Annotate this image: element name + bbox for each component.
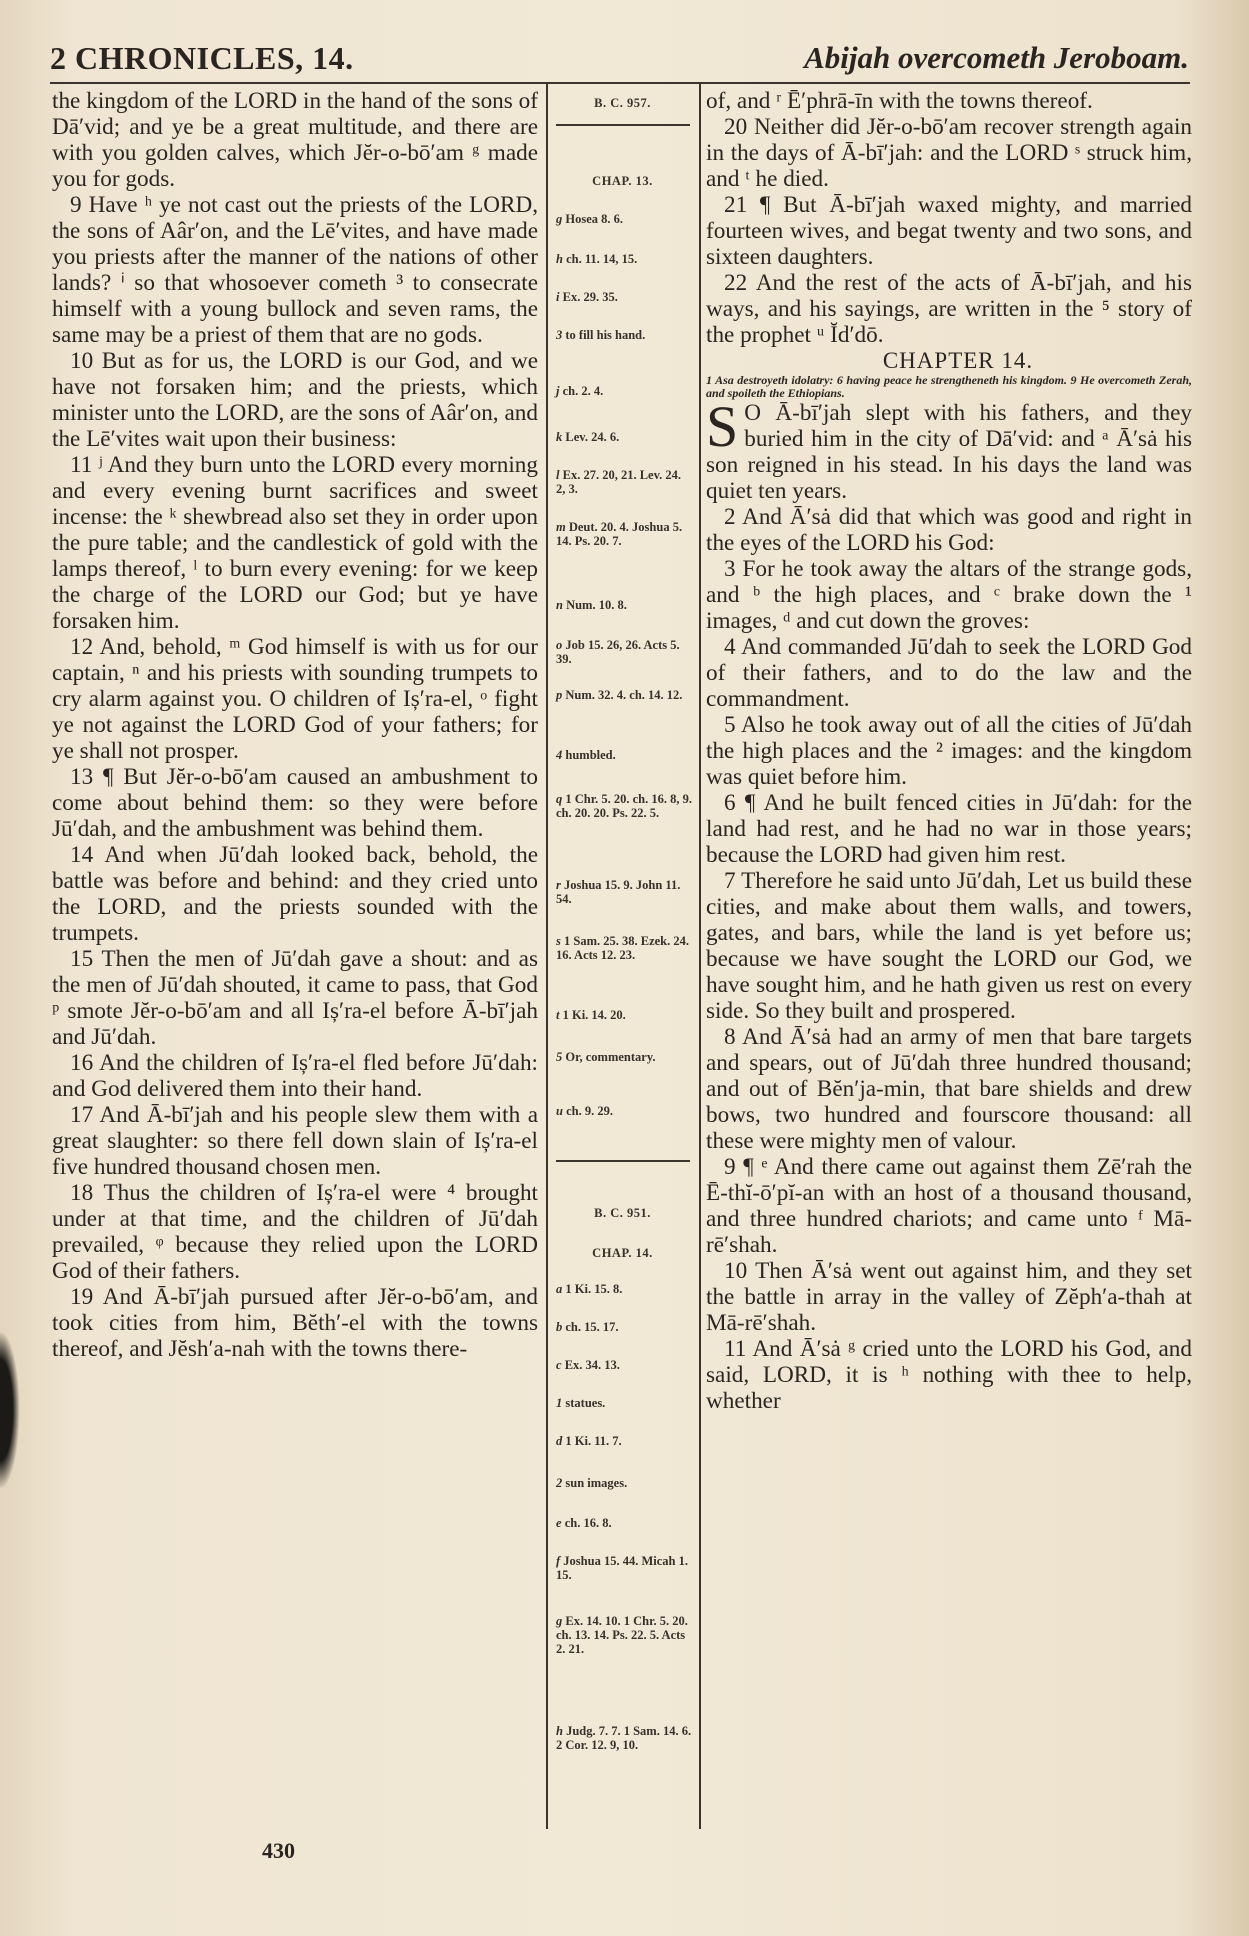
verse: 22 And the rest of the acts of Ā-bī′jah, and his ways, and his sayings, are written in the ⁵ story of the prophet ᵘ Ĭd′dō. — [706, 270, 1192, 348]
chapter-summary: 1 Asa destroyeth idolatry: 6 having peace he strengtheneth his kingdom. 9 He overcometh Zerah, and spoileth the Ethiopians. — [706, 373, 1192, 400]
margin-chapter: CHAP. 13. — [592, 174, 653, 188]
verse: the kingdom of the LORD in the hand of the sons of Dā′vid; and ye be a great multitude, and there are with you golden calves, which Jĕr-o-bō′am ᵍ made you for gods. — [52, 88, 538, 192]
verse: 8 And Ā′sȧ had an army of men that bare targets and spears, out of Jū′dah three hundred thousand; and out of Bĕn′ja-min, that bare shields and drew bows, two hundred and fourscore thousand: all these were mighty men of valour. — [706, 1024, 1192, 1154]
margin-date: B. C. 957. — [594, 96, 651, 110]
verse: 3 For he took away the altars of the strange gods, and ᵇ the high places, and ᶜ brake down the ¹ images, ᵈ and cut down the groves: — [706, 556, 1192, 634]
cross-reference: q 1 Chr. 5. 20. ch. 16. 8, 9. ch. 20. 20. Ps. 22. 5. — [556, 792, 693, 820]
cross-reference-column — [550, 88, 695, 1828]
margin-rule — [556, 1160, 690, 1162]
page-header — [50, 40, 1189, 92]
verse: 17 And Ā-bī′jah and his people slew them with a great slaughter: so there fell down slain of Iș′ra-el five hundred thousand chosen men. — [52, 1102, 538, 1180]
cross-reference: t 1 Ki. 14. 20. — [556, 1008, 626, 1022]
cross-reference: f Joshua 15. 44. Micah 1. 15. — [556, 1554, 688, 1582]
cross-reference: h Judg. 7. 7. 1 Sam. 14. 6. 2 Cor. 12. 9, 10. — [556, 1724, 692, 1752]
cross-reference: h ch. 11. 14, 15. — [556, 252, 638, 266]
verse: 16 And the children of Iș′ra-el fled before Jū′dah: and God delivered them into their hand. — [52, 1050, 538, 1102]
margin-chapter: CHAP. 14. — [592, 1246, 653, 1260]
cross-reference: 3 to fill his hand. — [556, 328, 646, 342]
verse: 13 ¶ But Jĕr-o-bō′am caused an ambushment to come about behind them: so they were before Jū′dah, and the ambushment was behind them. — [52, 764, 538, 842]
verse: 19 And Ā-bī′jah pursued after Jĕr-o-bō′am, and took cities from him, Bĕth′-el with the towns thereof, and Jĕsh′a-nah with the towns there- — [52, 1284, 538, 1362]
cross-reference: c Ex. 34. 13. — [556, 1358, 620, 1372]
cross-reference: p Num. 32. 4. ch. 14. 12. — [556, 688, 683, 702]
cross-reference: 2 sun images. — [556, 1476, 628, 1490]
verse: of, and ʳ Ē′phrā-īn with the towns thereof. — [706, 88, 1093, 114]
cross-reference: 4 humbled. — [556, 748, 616, 762]
verse: 12 And, behold, ᵐ God himself is with us for our captain, ⁿ and his priests with sounding trumpets to cry alarm against you. O children of Iș′ra-el, ᵒ fight ye not against the LORD God of your fathers; for ye shall not prosper. — [52, 634, 538, 764]
cross-reference: k Lev. 24. 6. — [556, 430, 620, 444]
cross-reference: a 1 Ki. 15. 8. — [556, 1282, 623, 1296]
text-column-right — [706, 88, 1192, 1414]
verse: 21 ¶ But Ā-bī′jah waxed mighty, and married fourteen wives, and begat twenty and two sons, and sixteen daughters. — [706, 192, 1192, 270]
verse: 11 ʲ And they burn unto the LORD every morning and every evening burnt sacrifices and sweet incense: the ᵏ shewbread also set they in order upon the pure table; and the candlestick of gold with the lamps thereof, ˡ to burn every evening: for we keep the charge of the LORD our God; but ye have forsaken him. — [52, 452, 538, 634]
header-rule — [50, 82, 1190, 84]
running-title: Abijah overcometh Jeroboam. — [804, 40, 1189, 75]
cross-reference: u ch. 9. 29. — [556, 1104, 613, 1118]
verse: 11 And Ā′sȧ ᵍ cried unto the LORD his God, and said, LORD, it is ʰ nothing with thee to help, whether — [706, 1336, 1192, 1414]
chapter-opening-verse: S O Ā-bī′jah slept with his fathers, and they buried him in the city of Dā′vid: and ᵃ Ā′sȧ his son reigned in his stead. In his days the land was quiet ten years. — [706, 394, 1192, 504]
text-column-left — [52, 88, 538, 1362]
margin-date: B. C. 951. — [594, 1206, 651, 1220]
cross-reference: g Ex. 14. 10. 1 Chr. 5. 20. ch. 13. 14. Ps. 22. 5. Acts 2. 21. — [556, 1614, 688, 1656]
verse: 10 Then Ā′sȧ went out against him, and they set the battle in array in the valley of Zĕph′a-thah at Mā-rē′shah. — [706, 1258, 1192, 1336]
margin-rule — [556, 124, 690, 126]
verse: 20 Neither did Jĕr-o-bō′am recover strength again in the days of Ā-bī′jah: and the LORD ˢ struck him, and ᵗ he died. — [706, 114, 1192, 192]
cross-reference: g Hosea 8. 6. — [556, 212, 624, 226]
column-divider-left — [546, 84, 548, 1829]
verse: 14 And when Jū′dah looked back, behold, the battle was before and behind: and they cried unto the LORD, and the priests sounded with the trumpets. — [52, 842, 538, 946]
cross-reference: l Ex. 27. 20, 21. Lev. 24. 2, 3. — [556, 468, 682, 496]
chapter-heading: CHAPTER 14. — [882, 348, 1034, 373]
page-number: 430 — [262, 1838, 295, 1863]
column-divider-right — [699, 84, 701, 1829]
cross-reference: i Ex. 29. 35. — [556, 290, 618, 304]
cross-reference: e ch. 16. 8. — [556, 1516, 612, 1530]
drop-cap: S — [706, 394, 739, 459]
verse: 4 And commanded Jū′dah to seek the LORD God of their fathers, and to do the law and the commandment. — [706, 634, 1192, 712]
verse: 2 And Ā′sȧ did that which was good and right in the eyes of the LORD his God: — [706, 504, 1192, 556]
cross-reference: r Joshua 15. 9. John 11. 54. — [556, 878, 681, 906]
cross-reference: d 1 Ki. 11. 7. — [556, 1434, 622, 1448]
verse: 9 Have ʰ ye not cast out the priests of the LORD, the sons of Aâr′on, and the Lē′vites, and have made you priests after the manner of the nations of other lands? ⁱ so that whosoever cometh ³ to consecrate himself with a young bullock and seven rams, the same may be a priest of them that are no gods. — [52, 192, 538, 348]
cross-reference: j ch. 2. 4. — [556, 384, 604, 398]
verse: 7 Therefore he said unto Jū′dah, Let us build these cities, and make about them walls, and towers, gates, and bars, while the land is yet before us; because we have sought the LORD our God, we have sought him, and he hath given us rest on every side. So they built and prospered. — [706, 868, 1192, 1024]
cross-reference: 5 Or, commentary. — [556, 1050, 656, 1064]
verse: 5 Also he took away out of all the cities of Jū′dah the high places and the ² images: and the kingdom was quiet before him. — [706, 712, 1192, 790]
verse: 6 ¶ And he built fenced cities in Jū′dah: for the land had rest, and he had no war in those years; because the LORD had given him rest. — [706, 790, 1192, 868]
cross-reference: m Deut. 20. 4. Joshua 5. 14. Ps. 20. 7. — [556, 520, 683, 548]
cross-reference: b ch. 15. 17. — [556, 1320, 619, 1334]
verse: 15 Then the men of Jū′dah gave a shout: and as the men of Jū′dah shouted, it came to pass, that God ᵖ smote Jĕr-o-bō′am and all Iș′ra-el before Ā-bī′jah and Jū′dah. — [52, 946, 538, 1050]
verse: 18 Thus the children of Iș′ra-el were ⁴ brought under at that time, and the children of Jū′dah prevailed, ᵠ because they relied upon the LORD God of their fathers. — [52, 1180, 538, 1284]
cross-reference: s 1 Sam. 25. 38. Ezek. 24. 16. Acts 12. 23. — [556, 934, 689, 962]
verse: 9 ¶ ᵉ And there came out against them Zē′rah the Ē-thĭ-ō′pĭ-an with an host of a thousand thousand, and three hundred chariots; and came unto ᶠ Mā-rē′shah. — [706, 1154, 1192, 1258]
book-chapter-title: 2 CHRONICLES, 14. — [50, 40, 354, 76]
binding-shadow — [0, 1330, 20, 1490]
cross-reference: o Job 15. 26, 26. Acts 5. 39. — [556, 638, 680, 666]
verse: 10 But as for us, the LORD is our God, and we have not forsaken him; and the priests, which minister unto the LORD, are the sons of Aâr′on, and the Lē′vites wait upon their business: — [52, 348, 538, 452]
cross-reference: n Num. 10. 8. — [556, 598, 627, 612]
cross-reference: 1 statues. — [556, 1396, 606, 1410]
